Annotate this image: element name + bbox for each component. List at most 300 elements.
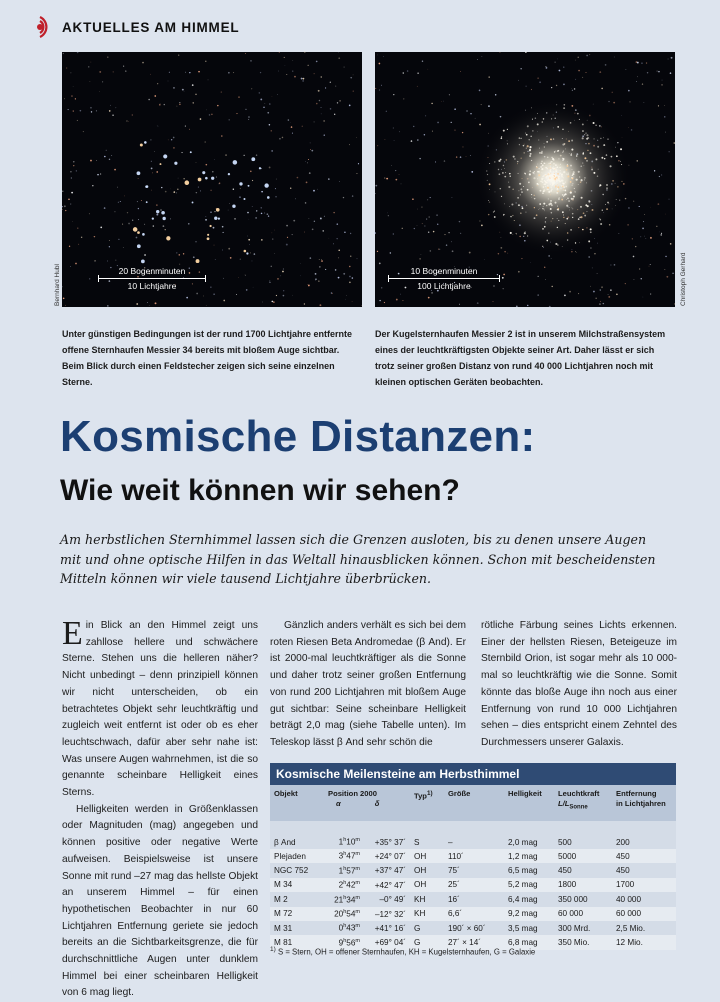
star-dot [229, 203, 230, 204]
star-dot [387, 213, 388, 214]
star-dot [78, 244, 79, 245]
star-dot [176, 192, 177, 193]
star-dot [571, 198, 573, 200]
star-dot [508, 182, 509, 183]
star-dot [567, 232, 568, 233]
star-dot [504, 203, 505, 204]
star-dot [301, 78, 303, 80]
star-dot [160, 209, 162, 211]
star-dot [205, 61, 206, 62]
star-dot [553, 171, 554, 172]
star-dot [196, 192, 197, 193]
star-dot [460, 233, 461, 234]
star-dot [567, 175, 569, 177]
star-dot [548, 232, 549, 233]
cell-helligkeit: 2,0 mag [504, 821, 554, 849]
star-dot [71, 95, 73, 97]
star-dot [550, 190, 551, 191]
star-dot [551, 178, 552, 179]
star-dot [562, 246, 563, 247]
cell-typ: KH [410, 892, 444, 906]
star-dot [177, 106, 178, 107]
star-dot [580, 166, 582, 168]
cell-entfernung: 2,5 Mio. [612, 921, 676, 935]
star-dot [543, 203, 545, 205]
star-dot [112, 115, 113, 116]
star-dot [331, 292, 332, 293]
star-dot [573, 171, 575, 173]
photo-credit-left: Bernhard Hubl [54, 264, 61, 306]
cell-typ: OH [410, 849, 444, 863]
star-dot [324, 216, 325, 217]
table-row [270, 863, 676, 877]
star-dot [91, 111, 92, 112]
star-dot [462, 146, 463, 147]
star-dot [349, 144, 350, 145]
star-dot [549, 162, 550, 163]
star-dot [561, 180, 562, 181]
star-dot [422, 61, 423, 62]
star-dot [610, 165, 612, 167]
star-dot [670, 72, 672, 74]
star-dot [325, 269, 326, 270]
star-dot [488, 214, 489, 215]
star-dot [553, 180, 554, 181]
cell-leuchtkraft: 60 000 [554, 907, 612, 921]
star-dot [137, 231, 140, 234]
section-label: AKTUELLES AM HIMMEL [62, 19, 240, 35]
star-dot [553, 174, 554, 175]
cell-entfernung: 1700 [612, 878, 676, 892]
star-dot [100, 227, 102, 229]
star-dot [252, 261, 253, 262]
star-dot [246, 289, 248, 291]
star-dot [142, 233, 145, 236]
star-dot [588, 143, 590, 145]
star-dot [545, 186, 546, 187]
star-dot [522, 207, 524, 209]
star-dot [173, 87, 175, 89]
star-dot [292, 60, 293, 61]
star-dot [328, 178, 330, 180]
star-dot [417, 139, 418, 140]
star-dot [571, 153, 572, 154]
star-dot [150, 74, 151, 75]
star-dot [621, 164, 622, 165]
star-dot [517, 161, 518, 162]
star-dot [574, 120, 575, 121]
star-dot [284, 57, 285, 58]
star-dot [470, 155, 471, 156]
star-dot [553, 159, 555, 161]
star-dot [173, 147, 175, 149]
star-dot [602, 210, 603, 211]
star-dot [437, 224, 438, 225]
star-dot [381, 85, 382, 86]
star-dot [288, 119, 290, 121]
star-dot [527, 125, 529, 127]
star-dot [393, 128, 394, 129]
star-dot [558, 220, 559, 221]
star-dot [574, 188, 575, 189]
star-dot [570, 122, 572, 124]
star-dot [524, 144, 525, 145]
cell-typ: OH [410, 863, 444, 877]
star-dot [607, 202, 609, 204]
col-header-helligkeit: Helligkeit [504, 785, 554, 821]
star-dot [550, 164, 551, 165]
star-dot [349, 282, 351, 284]
star-dot [273, 301, 275, 303]
star-dot [343, 273, 345, 275]
star-dot [261, 213, 263, 215]
star-dot [150, 139, 151, 140]
star-dot [525, 133, 526, 134]
star-dot [248, 239, 250, 241]
star-dot [206, 305, 207, 306]
star-dot [308, 159, 309, 160]
star-dot [552, 286, 553, 287]
star-dot [553, 163, 555, 165]
star-dot [520, 68, 521, 69]
star-dot [550, 165, 551, 166]
star-dot [616, 199, 617, 200]
star-dot [290, 188, 291, 189]
star-dot [221, 135, 223, 137]
star-dot [412, 198, 414, 200]
star-dot [170, 189, 171, 190]
star-dot [541, 179, 543, 181]
star-dot [441, 101, 442, 102]
star-dot [586, 160, 588, 162]
star-dot [650, 207, 651, 208]
star-dot [501, 196, 502, 197]
star-dot [560, 185, 561, 186]
star-dot [176, 252, 177, 253]
star-dot [213, 293, 214, 294]
star-dot [338, 249, 340, 251]
star-dot [575, 242, 576, 243]
star-dot [507, 140, 508, 141]
star-dot [297, 177, 299, 179]
star-dot [62, 286, 63, 287]
star-dot [314, 221, 315, 222]
star-dot [140, 143, 143, 146]
table-footnote: $^{1)}$ S = Stern, OH = offener Sternhaufen, KH = Kugelsternhaufen, G = Galaxie [270, 946, 536, 957]
star-dot [534, 195, 535, 196]
star-dot [202, 171, 205, 174]
star-dot [546, 182, 548, 184]
star-dot [607, 139, 608, 140]
star-dot [127, 212, 128, 213]
star-dot [519, 183, 521, 185]
star-dot [558, 158, 559, 159]
star-dot [592, 209, 594, 211]
star-dot [214, 211, 215, 212]
star-dot [285, 65, 286, 66]
scale-bar-line [98, 278, 206, 279]
star-dot [383, 56, 384, 57]
star-dot [274, 253, 275, 254]
star-dot [633, 256, 635, 258]
star-dot [300, 263, 301, 264]
star-dot [541, 152, 543, 154]
star-dot [271, 266, 272, 267]
star-dot [149, 305, 150, 306]
star-dot [89, 213, 90, 214]
star-dot [374, 232, 376, 234]
cell-leuchtkraft: 450 [554, 863, 612, 877]
star-dot [548, 163, 549, 164]
star-dot [517, 163, 518, 164]
star-dot [537, 123, 539, 125]
star-dot [292, 295, 293, 296]
star-dot [565, 148, 566, 149]
star-dot [612, 92, 613, 93]
star-dot [318, 280, 320, 282]
star-dot [628, 207, 630, 209]
star-dot [283, 295, 285, 297]
star-dot [307, 162, 308, 163]
star-dot [650, 237, 652, 239]
star-dot [70, 171, 71, 172]
star-dot [419, 158, 420, 159]
star-dot [136, 237, 138, 239]
star-dot [200, 190, 201, 191]
star-dot [268, 216, 269, 217]
star-dot [205, 177, 208, 180]
star-dot [276, 179, 277, 180]
star-dot [601, 88, 603, 90]
star-dot [541, 161, 543, 163]
star-dot [633, 279, 634, 280]
star-dot [314, 73, 315, 74]
star-dot [597, 273, 598, 274]
body-paragraph: rötliche Färbung seines Lichts erkennen. Einer der hellsten Riesen, Beteigeuze im Sternbild Orion, ist sogar mehr als 10 000-mal so leuchtkräftig wie die Sonne. Somit könnte das bloße Auge ihn noch aus einer Entfernung von rund 10 000 Lichtjahren sehen – dies entspricht einem Zehntel des Durchmessers unserer Galaxis. [481, 620, 677, 748]
star-dot [610, 264, 611, 265]
star-dot [669, 199, 670, 200]
star-dot [513, 156, 515, 158]
cell-ra: $9^h56^m +69^\circ$ 04´ [324, 935, 410, 949]
star-dot [608, 296, 610, 298]
star-dot [507, 129, 508, 130]
cell-objekt: M 2 [270, 892, 324, 906]
star-dot [211, 177, 214, 180]
star-dot [90, 107, 92, 109]
star-dot [555, 164, 557, 166]
star-dot [357, 173, 358, 174]
star-dot [300, 275, 301, 276]
star-dot [138, 208, 139, 209]
table-row [270, 849, 676, 863]
star-dot [69, 246, 70, 247]
star-dot [189, 72, 190, 73]
star-dot [538, 139, 539, 140]
star-dot [523, 145, 525, 147]
star-dot [582, 123, 584, 125]
star-dot [557, 227, 558, 228]
star-dot [247, 212, 249, 214]
star-dot [559, 174, 560, 175]
star-dot [529, 170, 531, 172]
cell-helligkeit: 5,2 mag [504, 878, 554, 892]
star-dot [426, 218, 427, 219]
star-dot [181, 152, 182, 153]
star-dot [144, 224, 145, 225]
star-dot [437, 122, 439, 124]
star-dot [431, 103, 432, 104]
star-dot [569, 291, 571, 293]
star-dot [345, 299, 346, 300]
star-dot [550, 168, 552, 170]
star-dot [206, 164, 208, 166]
star-dot [573, 198, 574, 199]
star-dot [193, 256, 195, 258]
star-dot [444, 234, 445, 235]
star-dot [104, 156, 106, 158]
star-dot [584, 177, 585, 178]
star-dot [269, 124, 270, 125]
cell-typ: KH [410, 907, 444, 921]
star-dot [510, 232, 512, 234]
star-dot [538, 171, 540, 173]
star-dot [488, 76, 489, 77]
star-dot [562, 180, 563, 181]
star-dot [343, 197, 344, 198]
star-dot [548, 181, 549, 182]
star-dot [179, 254, 181, 256]
star-dot [588, 138, 589, 139]
star-dot [282, 271, 284, 273]
star-dot [543, 173, 544, 174]
star-dot [313, 190, 315, 192]
star-dot [644, 236, 645, 237]
star-dot [495, 94, 496, 95]
star-dot [179, 104, 181, 106]
star-dot [240, 188, 241, 189]
star-dot [120, 201, 121, 202]
col-header-groesse: Größe [444, 785, 504, 821]
star-dot [599, 303, 601, 305]
star-dot [546, 67, 548, 69]
star-dot [659, 232, 660, 233]
star-dot [402, 228, 403, 229]
star-dot [519, 144, 520, 145]
star-dot [324, 134, 325, 135]
star-dot [573, 195, 575, 197]
star-dot [656, 226, 657, 227]
star-dot [294, 76, 296, 78]
star-dot [519, 137, 520, 138]
star-dot [234, 218, 236, 220]
star-dot [338, 277, 340, 279]
star-dot [196, 293, 198, 295]
star-dot [113, 71, 114, 72]
star-dot [537, 77, 538, 78]
star-dot [123, 247, 124, 248]
star-dot [584, 157, 586, 159]
star-dot [109, 159, 110, 160]
star-dot [536, 166, 537, 167]
star-dot [606, 208, 607, 209]
star-dot [499, 173, 501, 175]
star-dot [558, 178, 560, 180]
star-dot [269, 103, 271, 105]
star-dot [228, 72, 230, 74]
star-dot [529, 155, 531, 157]
star-dot [555, 243, 557, 245]
star-dot [503, 274, 505, 276]
star-dot [304, 232, 305, 233]
star-dot [572, 208, 573, 209]
star-dot [401, 183, 402, 184]
table-row [270, 921, 676, 935]
star-dot [110, 105, 111, 106]
star-dot [177, 188, 179, 190]
star-dot [547, 189, 548, 190]
star-dot [221, 91, 222, 92]
star-dot [223, 300, 225, 302]
star-dot [508, 186, 510, 188]
star-dot [349, 276, 351, 278]
star-dot [65, 305, 66, 306]
star-dot [557, 126, 559, 128]
star-dot [379, 300, 380, 301]
star-dot [73, 161, 74, 162]
star-dot [448, 232, 449, 233]
star-dot [70, 204, 71, 205]
star-dot [599, 71, 601, 73]
star-dot [148, 99, 150, 101]
star-dot [133, 227, 138, 232]
star-dot [195, 241, 196, 242]
star-dot [570, 165, 572, 167]
star-dot [118, 239, 119, 240]
star-dot [114, 211, 115, 212]
star-dot [550, 184, 551, 185]
table-row [270, 821, 676, 849]
star-dot [183, 253, 184, 254]
star-dot [277, 278, 278, 279]
star-dot [310, 149, 311, 150]
star-dot [563, 183, 565, 185]
star-dot [501, 237, 502, 238]
star-dot [330, 82, 331, 83]
star-dot [349, 266, 350, 267]
star-dot [586, 138, 588, 140]
star-dot [551, 174, 552, 175]
star-dot [394, 140, 395, 141]
star-dot [569, 207, 570, 208]
star-dot [459, 221, 460, 222]
star-dot [600, 223, 602, 225]
star-dot [606, 187, 608, 189]
star-dot [94, 260, 95, 261]
cell-groesse: 16´ [444, 892, 504, 906]
star-dot [619, 200, 620, 201]
star-dot [593, 104, 594, 105]
cell-ra: 21$^h$34$^m$ –0° 49´ [324, 892, 410, 906]
star-dot [137, 244, 141, 248]
star-dot [562, 211, 564, 213]
star-dot [96, 160, 97, 161]
star-dot [550, 166, 552, 168]
body-paragraph: Gänzlich anders verhält es sich bei dem roten Riesen Beta Andromedae (β And). Er ist 2000-mal leuchtkräftiger als die Sonne und daher trotz seiner großen Entfernung von rund 200 Lichtjahren mit bloßem Auge gut sichtbar: Seine scheinbare Helligkeit beträgt 2,0 mag (siehe Tabelle unten). Im Teleskop lässt β And sehr schön die [270, 620, 466, 748]
star-dot [584, 179, 585, 180]
star-dot [337, 223, 339, 225]
star-dot [567, 239, 568, 240]
star-dot [547, 185, 549, 187]
